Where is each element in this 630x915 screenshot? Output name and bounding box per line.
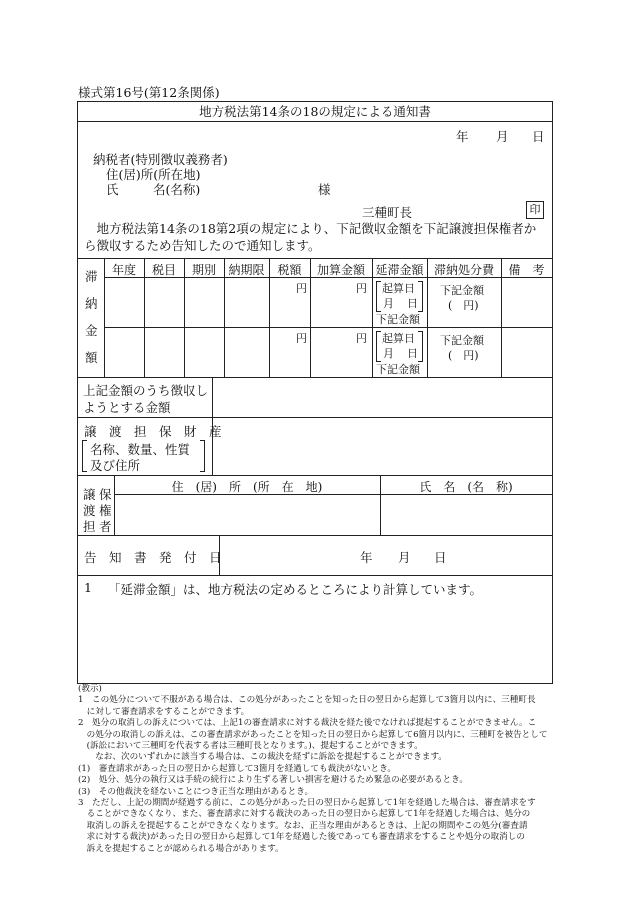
note-line: (1) 審査請求があった日の翌日から起算して3箇月を経過しても裁決がないとき。 [78,763,396,774]
notice-form [77,101,553,684]
note-line: 取消しの訴えを提起することができなくなります。なお、正当な理由があるときは、上記の期間やこの処分(審査請 [78,820,528,831]
note-line: に対して審査請求をすることができます。 [78,706,250,717]
date-month-label: 月 [496,129,509,144]
delay-day-1: 日 [407,297,418,310]
fee-yen-2: ( 円) [448,349,479,362]
instruction-notes [78,684,556,855]
notice-date-label: 告 知 書 発 付 日 [84,550,222,565]
header-fiscal-year: 年度 [111,263,136,277]
tax-yen-2: 円 [296,332,307,345]
row-label-char-1: 滞 [85,269,98,284]
notice-body-text: 地方税法第14条の18第2項の規定により、下記徴収金額を下記譲渡担保権者から徴収するため告知したので通知します。 [84,221,537,253]
tax-yen-1: 円 [296,282,307,295]
taxpayer-name-label-1: 氏 [106,182,119,197]
holder-char-6: 者 [99,519,112,534]
fee-yen-1: ( 円) [448,299,479,312]
note-line: なお、次のいずれかに該当する場合は、この裁決を経ずに訴訟を提起することができます。 [78,752,447,763]
delay-month-1: 月 [383,297,394,310]
note-line: 2 処分の取消しの訴えについては、上記1の審査請求に対する裁決を経た後でなければ提起することができません。こ [78,718,537,729]
delay-month-2: 月 [383,347,394,360]
delay-below-2: 下記金額 [376,363,420,376]
notice-date-month: 月 [398,550,411,565]
note-line: 訴えを提起することが認められる場合があります。 [78,843,284,854]
form-title: 地方税法第14条の18の規定による通知書 [78,102,552,122]
note-line: (2) 処分、処分の執行又は手続の続行により生ずる著しい損害を避けるため緊急の必要があるとき。 [78,775,468,786]
note-line: 1 この処分について不服がある場合は、この処分があったことを知った日の翌日から起算して3箇月以内に、三種町長 [78,695,536,706]
note-line: 3 ただし、上記の期間が経過する前に、この処分があった日の翌日から起算して1年を経過した場合は、審査請求をす [78,798,536,809]
row-label-char-4: 額 [85,350,98,365]
property-label: 譲 渡 担 保 財 産 [84,424,222,439]
note-line: (3) その他裁決を経ないことにつき正当な理由があるとき。 [78,786,314,797]
issuer-name: 三種町長 [362,205,413,220]
delay-below-1: 下記金額 [376,313,420,326]
notice-date-day: 日 [434,550,447,565]
row-label-char-2: 納 [85,296,98,311]
delay-start-2: 起算日 [382,332,415,345]
row-label-char-3: 金 [85,323,98,338]
note-line: 求に対する裁決)があった日の翌日から起算して1年を経過した後であっても審査請求をすることや処分の取消しの [78,832,525,843]
header-due-date: 納期限 [228,263,265,277]
delay-day-2: 日 [407,347,418,360]
taxpayer-name-label-2: 名(名称) [153,182,201,197]
date-year-label: 年 [456,129,469,144]
note-line: (訴訟において三種町を代表する者は三種町長となります。)、提起することができます。 [78,741,423,752]
header-disposal-fee: 滞納処分費 [433,263,494,277]
sama-label: 様 [318,182,331,197]
note-line: ることができなくなり、また、審査請求に対する裁決のあった日の翌日から起算して1年を経過した場合は、処分の [78,809,531,820]
holder-char-3: 担 [83,519,96,534]
holder-char-2: 渡 [83,503,96,518]
date-day-label: 日 [532,129,545,144]
fee-below-2: 下記金額 [440,334,484,347]
holder-address-header: 住 (居) 所 (所 在 地) [171,480,323,494]
taxpayer-address-label: 住(居)所(所在地) [106,167,201,182]
taxpayer-heading: 納税者(特別徴収義務者) [93,152,228,167]
collect-label-1: 上記金額のうち徴収し [83,383,209,398]
remark-number: 1 [84,580,92,595]
note-line: (教示) [78,684,102,694]
holder-char-5: 権 [99,503,112,518]
collect-label-2: ようとする金額 [83,400,171,415]
delay-start-1: 起算日 [382,282,415,295]
property-sub-2: 及び住所 [90,458,141,473]
holder-char-1: 譲 [83,487,96,502]
property-sub-1: 名称、数量、性質 [90,442,191,457]
header-delay-amount: 延滞金額 [375,263,424,277]
note-line: の処分の取消しの訴えは、この審査請求があったことを知った日の翌日から起算して6箇月以内に、三種町を被告として [78,729,548,740]
header-remarks: 備 考 [508,263,545,277]
form-number: 様式第16号(第12条関係) [78,85,220,100]
header-period: 期別 [191,263,216,277]
additional-yen-2: 円 [356,332,367,345]
seal-mark: 印 [526,201,544,219]
header-additional-amount: 加算金額 [316,263,365,277]
header-tax-item: 税目 [151,263,176,277]
notice-date-year: 年 [360,550,373,565]
remark-text: 「延滞金額」は、地方税法の定めるところにより計算しています。 [108,582,483,597]
additional-yen-1: 円 [356,282,367,295]
holder-char-4: 保 [99,487,112,502]
holder-name-header: 氏 名 (名 称) [419,480,513,494]
header-tax-amount: 税額 [277,263,302,277]
fee-below-1: 下記金額 [440,284,484,297]
